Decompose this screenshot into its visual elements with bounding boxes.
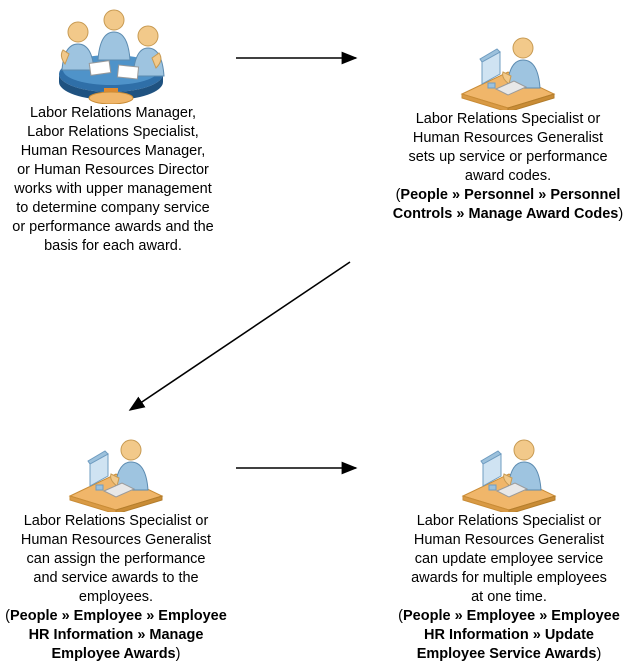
process-node-setup-caption: Labor Relations Specialist or Human Resources Generalist sets up service or performance award codes. (People » Personnel » Personnel Controls » Manage Award Codes) <box>392 111 624 222</box>
navigation-path: People » Personnel » Personnel Controls » Manage Award Codes <box>392 187 621 222</box>
navigation-path: People » Employee » Employee HR Information » Manage Employee Awards <box>10 608 227 662</box>
arrow-setup-to-assign <box>130 262 350 410</box>
process-node-update-caption: Labor Relations Specialist or Human Resources Generalist can update employee service awards for multiple employees at one time. (People » Employee » Employee HR Information » Update Employee Service Awards) <box>398 513 620 662</box>
process-node-assign-caption: Labor Relations Specialist or Human Resources Generalist can assign the performance and service awards to the employees. (People » Employee » Employee HR Information » Manage Employee Awards) <box>5 513 227 662</box>
process-node-manager-caption: Labor Relations Manager, Labor Relations Specialist, Human Resources Manager, or Human Resources Director works with upper management to determine company service or performance awards and the basis for each award. <box>12 105 214 254</box>
navigation-path: People » Employee » Employee HR Information » Update Employee Service Awards <box>403 608 620 662</box>
